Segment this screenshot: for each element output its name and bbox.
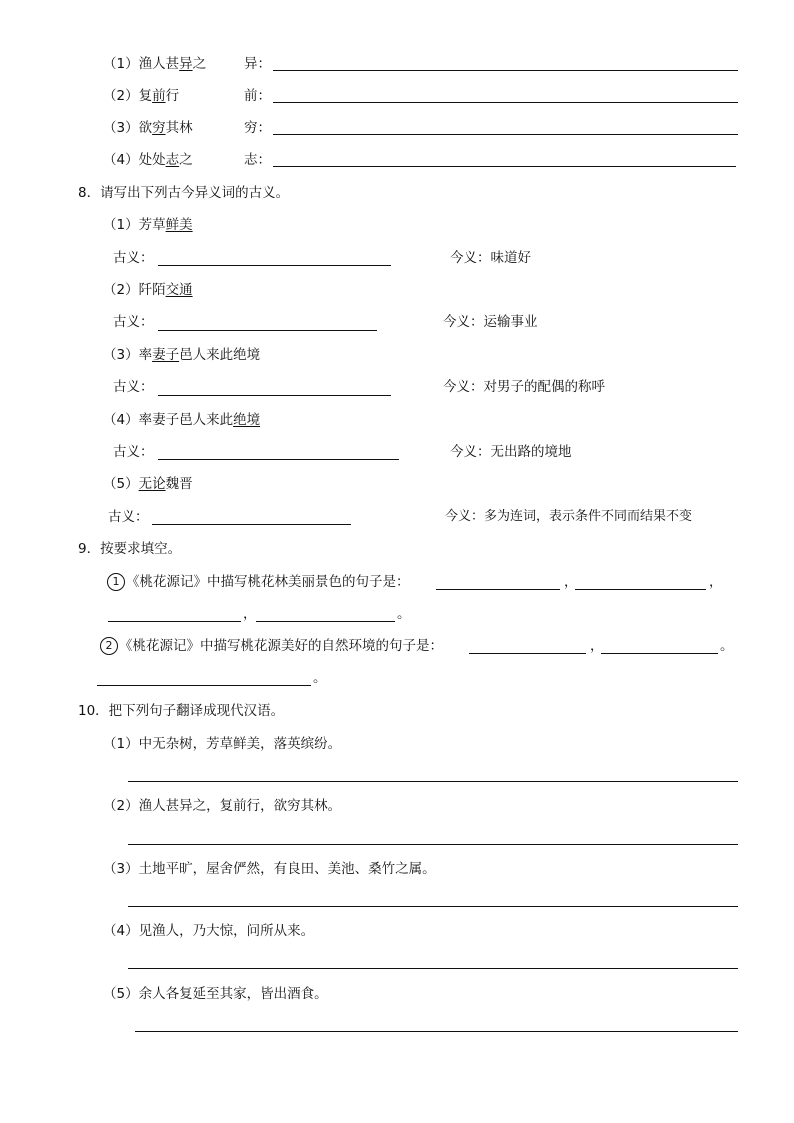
answer-blank[interactable]: [158, 330, 377, 331]
target-word: 交通: [165, 282, 193, 298]
prompt-text: 《桃花源记》中描写桃花源美好的自然环境的句子是：: [119, 638, 443, 654]
jin-meaning: 今义：对男子的配偶的称呼: [443, 379, 605, 395]
sentence-text: 土地平旷，屋舍俨然，有良田、美池、桑竹之属。: [138, 861, 436, 877]
question-9-title: 9．按要求填空。: [78, 541, 182, 557]
answer-blank[interactable]: [158, 265, 391, 266]
answer-blank[interactable]: [158, 459, 399, 460]
gu-label: 古义：: [113, 314, 154, 330]
answer-blank[interactable]: [128, 906, 738, 907]
target-word: 妻子: [152, 347, 180, 363]
answer-blank[interactable]: [128, 781, 738, 782]
question-8-title: 8．请写出下列古今异义词的古义。: [78, 185, 290, 201]
answer-blank[interactable]: [273, 70, 738, 71]
answer-blank[interactable]: [575, 589, 706, 590]
sentence-text: 见渔人，乃大惊，问所从来。: [138, 923, 315, 939]
answer-blank[interactable]: [273, 134, 738, 135]
answer-blank[interactable]: [152, 524, 351, 525]
answer-blank[interactable]: [158, 395, 391, 396]
sentence-text: 中无杂树，芳草鲜美，落英缤纷。: [138, 736, 342, 752]
target-word: 绝境: [233, 412, 261, 428]
sentence-text: 渔人甚异之，复前行，欲穷其林。: [138, 798, 342, 814]
word-label: 穷：: [244, 120, 271, 136]
gu-label: 古义：: [113, 444, 154, 460]
answer-blank[interactable]: [469, 653, 586, 654]
item-number: （3）: [103, 861, 139, 877]
item-number: （1）: [103, 736, 139, 752]
item-number: （5）: [103, 986, 139, 1002]
answer-blank[interactable]: [273, 166, 736, 167]
jin-meaning: 今义：运输事业: [443, 314, 538, 330]
answer-blank[interactable]: [601, 653, 718, 654]
item-number: （4）: [103, 923, 139, 939]
target-word: 无论: [138, 476, 166, 492]
item-number: （2）: [103, 798, 139, 814]
target-word: 异: [179, 56, 193, 72]
target-word: 前: [152, 88, 166, 104]
answer-blank[interactable]: [128, 844, 738, 845]
item-number: （3）: [103, 120, 139, 136]
prompt-text: 《桃花源记》中描写桃花林美丽景色的句子是：: [126, 574, 410, 590]
item-number: （2）: [103, 88, 139, 104]
gu-label: 古义：: [113, 250, 154, 266]
jin-meaning: 今义：多为连词，表示条件不同而结果不变: [445, 509, 693, 524]
item-number: （1）: [103, 56, 139, 72]
gu-label: 古义：: [113, 379, 154, 395]
target-word: 穷: [152, 120, 166, 136]
jin-meaning: 今义：无出路的境地: [450, 444, 572, 460]
target-word: 鲜美: [165, 217, 193, 233]
sentence-text: 余人各复延至其家，皆出酒食。: [138, 986, 328, 1002]
answer-blank[interactable]: [97, 685, 311, 686]
word-label: 志：: [244, 152, 271, 168]
answer-blank[interactable]: [256, 621, 395, 622]
question-10-title: 10．把下列句子翻译成现代汉语。: [78, 703, 285, 719]
circled-number: 2: [100, 637, 118, 655]
answer-blank[interactable]: [128, 968, 738, 969]
item-number: （4）: [103, 412, 139, 428]
target-word: 志: [165, 152, 180, 168]
answer-blank[interactable]: [436, 589, 560, 590]
answer-blank[interactable]: [135, 1031, 738, 1032]
item-number: （5）: [103, 476, 139, 492]
item-number: （3）: [103, 347, 139, 363]
word-label: 前：: [244, 88, 271, 104]
gu-label: 古义：: [108, 509, 149, 525]
answer-blank[interactable]: [108, 621, 241, 622]
word-label: 异：: [244, 56, 271, 72]
item-number: （2）: [103, 282, 139, 298]
answer-blank[interactable]: [273, 102, 738, 103]
item-number: （4）: [103, 152, 139, 168]
jin-meaning: 今义：味道好: [450, 250, 531, 266]
circled-number: 1: [107, 573, 125, 591]
item-number: （1）: [103, 217, 139, 233]
